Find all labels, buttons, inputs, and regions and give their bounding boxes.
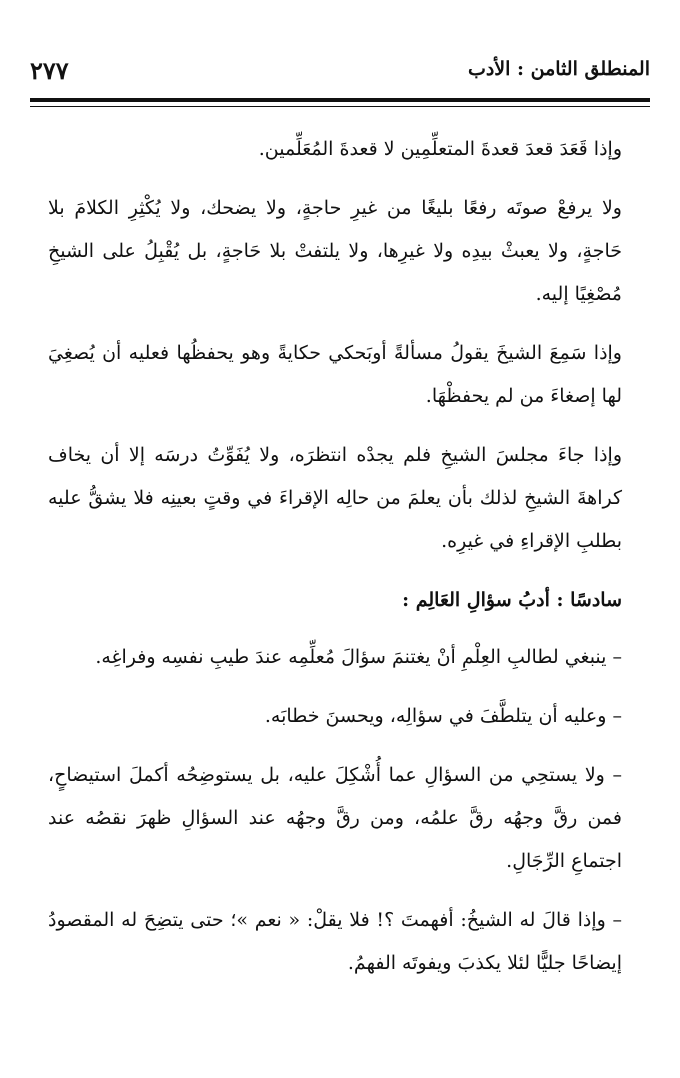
bullet-gentleness: – وعليه أن يتلطَّفَ في سؤالِه، ويحسنَ خطابَه. (264, 705, 622, 727)
bullet-shyness: – ولا يستحِي من السؤالِ عما أُشْكِلَ عليه، بل يستوضِحُه أكملَ استيضاحٍ، فمن رقَّ وجهُه رقَّ علمُه، ومن رقَّ وجهُه عند السؤالِ ظهرَ نقصُه عند اجتماعِ الرِّجَالِ. (48, 764, 622, 872)
running-title: المنطلق الثامن : الأدب (467, 58, 650, 80)
page-body (48, 128, 622, 1001)
paragraph-listening: وإذا سَمِعَ الشيخَ يقولُ مسألةً أوبَحكي حكايةً وهو يحفظُها فعليه أن يُصغِيَ لها إصغاءَ من لم يحفظْهَا. (48, 342, 622, 407)
paragraph-waiting: وإذا جاءَ مجلسَ الشيخِ فلم يجدْه انتظرَه، ولا يُفَوِّتُ درسَه إلا أن يخاف كراهةَ الشيخِ لذلك بأن يعلمَ من حالِه الإقراءَ في وقتٍ بعينِه فلا يشقُّ عليه بطلبِ الإقراءِ في غيرِه. (48, 444, 622, 552)
bullet-understanding: – وإذا قالَ له الشيخُ: أفهمتَ ؟! فلا يقلْ: « نعم »؛ حتى يتضِحَ له المقصودُ إيضاحًا جليًّا لئلا يكذبَ ويفوتَه الفهمُ. (48, 909, 622, 974)
bullet-timing: – ينبغي لطالبِ العِلْمِ أنْ يغتنمَ سؤالَ مُعلِّمِه عندَ طيبِ نفسِه وفراغِه. (95, 646, 622, 668)
header-rule-thin (30, 106, 650, 107)
paragraph-voice: ولا يرفعْ صوتَه رفعًا بليغًا من غيرِ حاجةٍ، ولا يضحك، ولا يُكْثِرِ الكلامَ بلا حَاجةٍ، ولا يعبثْ بيدِه ولا غيرِها، ولا يلتفتْ بلا حَاجةٍ، بل يُقْبِلُ على الشيخِ مُصْغِيًا إليه. (48, 197, 622, 305)
section-heading: سادسًا : أدبُ سؤالِ العَالِم : (402, 589, 622, 611)
header-rule-thick (30, 98, 650, 102)
page-header (30, 52, 650, 96)
paragraph-sitting: وإذا قَعَدَ قعدَ قعدةَ المتعلِّمِين لا قعدةَ المُعَلِّمين. (258, 138, 622, 160)
page-number: ٢٧٧ (30, 56, 69, 85)
